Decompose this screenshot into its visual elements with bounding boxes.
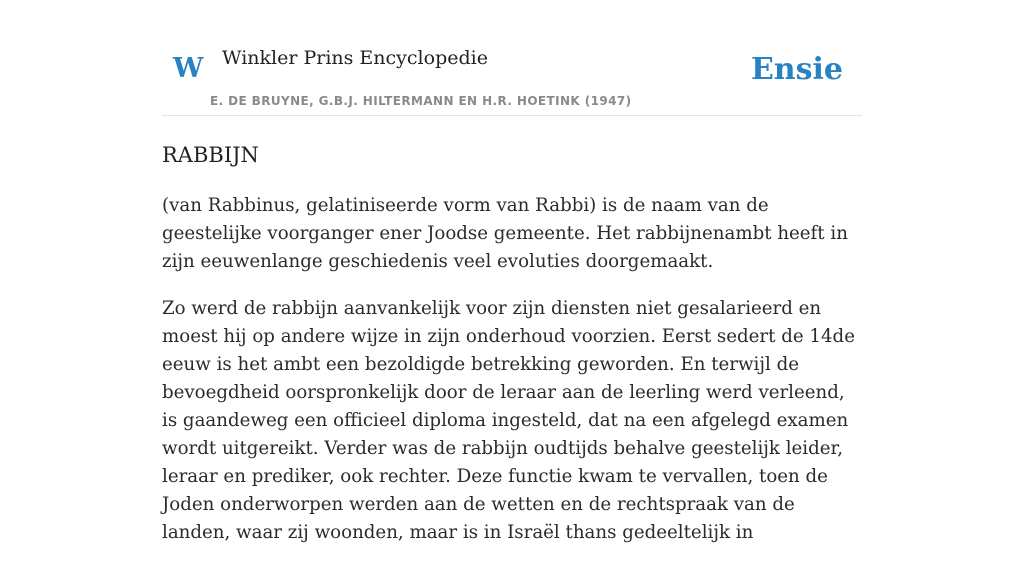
- entry-page: [162, 0, 862, 543]
- header-divider: [162, 115, 862, 116]
- entry-paragraph: (van Rabbinus, gelatiniseerde vorm van Rabbi) is de naam van de geestelijke voorganger ener Joodse gemeente. Het rabbijnenambt heeft in zijn eeuwenlange geschiedenis veel evoluties doorgemaakt.: [162, 195, 848, 272]
- entry-body: [162, 192, 862, 566]
- ensie-logo[interactable]: Ensie: [750, 52, 843, 87]
- entry-paragraph: Zo werd de rabbijn aanvankelijk voor zijn diensten niet gesalarieerd en moest hij op andere wijze in zijn onderhoud voorzien. Eerst sedert de 14de eeuw is het ambt een bezoldigde betrekking geworden. En terwijl de bevoegdheid oorspronkelijk door de leraar aan de leerling werd verleend, is gaandeweg een officieel diploma ingesteld, dat na een afgelegd examen wordt uitgereikt. Verder was de rabbijn oudtijds behalve geestelijk leider, leraar en prediker, ook rechter. Deze functie kwam te vervallen, toen de Joden onderworpen werden aan de wetten en de rechtspraak van de landen, waar zij woonden, maar is in Israël thans gedeeltelijk in: [162, 298, 855, 543]
- source-authors: E. DE BRUYNE, G.B.J. HILTERMANN EN H.R. HOETINK (1947): [210, 94, 632, 108]
- winkler-prins-logo[interactable]: W: [173, 53, 204, 84]
- entry-title: RABBIJN: [162, 143, 259, 167]
- source-title[interactable]: Winkler Prins Encyclopedie: [222, 47, 488, 69]
